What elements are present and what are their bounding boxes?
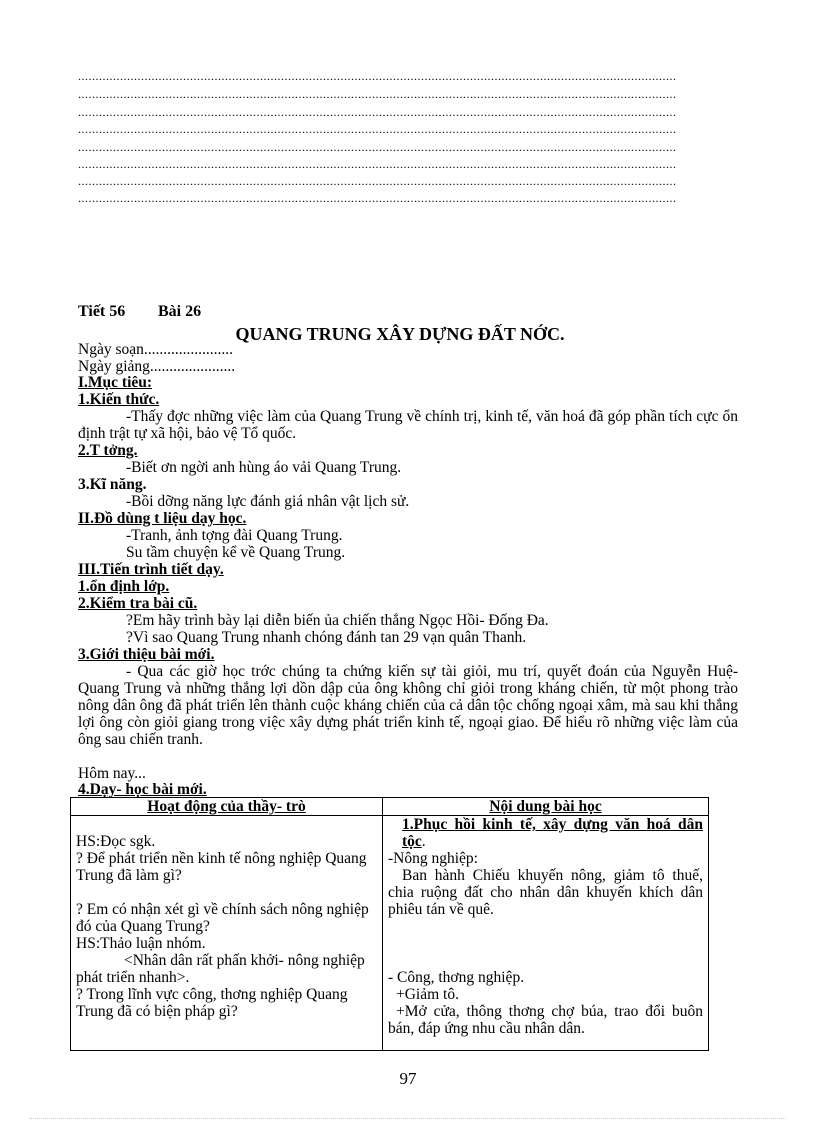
dotted-line: ........................................................................................................................................................................... — [78, 105, 677, 119]
column-header-activities: Hoạt động của thầy- trò — [71, 798, 383, 816]
content-line: Ban hành Chiếu khuyến nông, giảm tô thuế, chia ruộng đất cho nhân dân khuyến khích dân phiêu tán về quê. — [388, 867, 703, 918]
materials-heading: II.Đồ dùng t liệu dạy học. — [78, 510, 247, 527]
procedure-heading: III.Tiến trình tiết dạy. — [78, 561, 224, 578]
dotted-line: ........................................................................................................................................................................... — [78, 157, 677, 171]
table-row — [71, 816, 709, 1051]
lesson-table — [70, 797, 709, 1051]
today-text: Hôm nay... — [78, 765, 146, 782]
review-question: ?Vì sao Quang Trung nhanh chóng đánh tan 29 vạn quân Thanh. — [126, 629, 527, 646]
lesson-label: Bài 26 — [158, 303, 202, 320]
page-title: QUANG TRUNG XÂY DỰNG ĐẤT NỚC. — [235, 324, 565, 344]
activity-line: HS:Thảo luận nhóm. — [76, 935, 206, 952]
review-question: ?Em hãy trình bày lại diễn biến ủa chiến thắng Ngọc Hồi- Đống Đa. — [126, 612, 549, 629]
page-number: 97 — [399, 1069, 417, 1088]
dotted-line: ........................................................................................................................................................................... — [78, 87, 677, 101]
thought-text: -Biết ơn ngời anh hùng áo vải Quang Trung. — [126, 459, 402, 476]
content-line: +Mở cửa, thông thơng chợ búa, trao đổi buôn bán, đáp ứng nhu cầu nhân dân. — [388, 1003, 703, 1037]
skill-heading: 3.Kĩ năng. — [78, 476, 147, 493]
content-line: - Công, thơng nghiệp. — [388, 969, 525, 986]
knowledge-heading: 1.Kiến thức. — [78, 391, 160, 408]
dotted-line: ........................................................................................................................................................................... — [78, 122, 677, 136]
dotted-line: ........................................................................................................................................................................... — [78, 191, 677, 205]
activities-cell — [71, 816, 383, 1051]
activity-line: ? Trong lĩnh vực công, thơng nghiệp Quang Trung đã có biện pháp gì? — [76, 986, 348, 1020]
step1-heading: 1.ổn định lớp. — [78, 578, 170, 595]
skill-text: -Bồi dỡng năng lực đánh giá nhân vật lịch sử. — [126, 493, 410, 510]
period-label: Tiết 56 — [78, 303, 126, 320]
dotted-line: ........................................................................................................................................................................... — [78, 140, 677, 154]
activity-line: ? Để phát triển nền kinh tế nông nghiệp Quang Trung đã làm gì? — [76, 850, 367, 884]
materials-item: -Tranh, ảnh tợng đài Quang Trung. — [126, 527, 343, 544]
column-header-content: Nội dung bài học — [383, 798, 709, 816]
objectives-heading: I.Mục tiêu: — [78, 374, 153, 391]
step4-heading: 4.Dạy- học bài mới. — [78, 781, 207, 798]
materials-item: Su tầm chuyện kể về Quang Trung. — [126, 544, 346, 561]
footer-divider — [30, 1118, 786, 1119]
content-line: +Giảm tô. — [396, 986, 459, 1003]
table-header-row — [71, 798, 709, 816]
dotted-line: ........................................................................................................................................................................... — [78, 174, 677, 188]
prep-date: Ngày soạn....................... — [78, 341, 233, 358]
knowledge-text: -Thấy đợc những việc làm của Quang Trung về chính trị, kinh tế, văn hoá đã góp phần tích cực ổn định trật tự xã hội, bảo vệ Tổ quốc. — [78, 408, 738, 442]
intro-paragraph: - Qua các giờ học trớc chúng ta chứng kiến sự tài giỏi, mu trí, quyết đoán của Nguyễn Huệ- Quang Trung và những thắng lợi dồn dập của ông không chỉ giỏi trong kháng chiến, từ một phong trào nông dân ông đã phát triển lên thành cuộc kháng chiến của cả dân tộc chống ngoại xâm, mà sau khi thắng lợi ông còn giỏi giang trong việc xây dựng phát triển kinh tế, ngoại giao. Để hiểu rõ những việc làm của ông sau chiến tranh. — [78, 663, 738, 748]
thought-heading: 2.T tởng. — [78, 442, 138, 459]
content-heading: 1.Phục hồi kinh tế, xây dựng văn hoá dân tộc — [402, 816, 703, 850]
activity-line: ? Em có nhận xét gì về chính sách nông nghiệp đó của Quang Trung? — [76, 901, 369, 935]
activity-line: <Nhân dân rất phấn khởi- nông nghiệp phát triển nhanh>. — [76, 952, 365, 986]
dotted-line: ........................................................................................................................................................................... — [78, 69, 677, 83]
content-heading-period: . — [421, 833, 426, 850]
content-line: -Nông nghiệp: — [388, 850, 478, 867]
step2-heading: 2.Kiểm tra bài cũ. — [78, 595, 198, 612]
activity-line: HS:Đọc sgk. — [76, 833, 156, 850]
content-cell — [383, 816, 709, 1051]
teach-date: Ngày giảng...................... — [78, 358, 236, 375]
step3-heading: 3.Giới thiệu bài mới. — [78, 646, 215, 663]
